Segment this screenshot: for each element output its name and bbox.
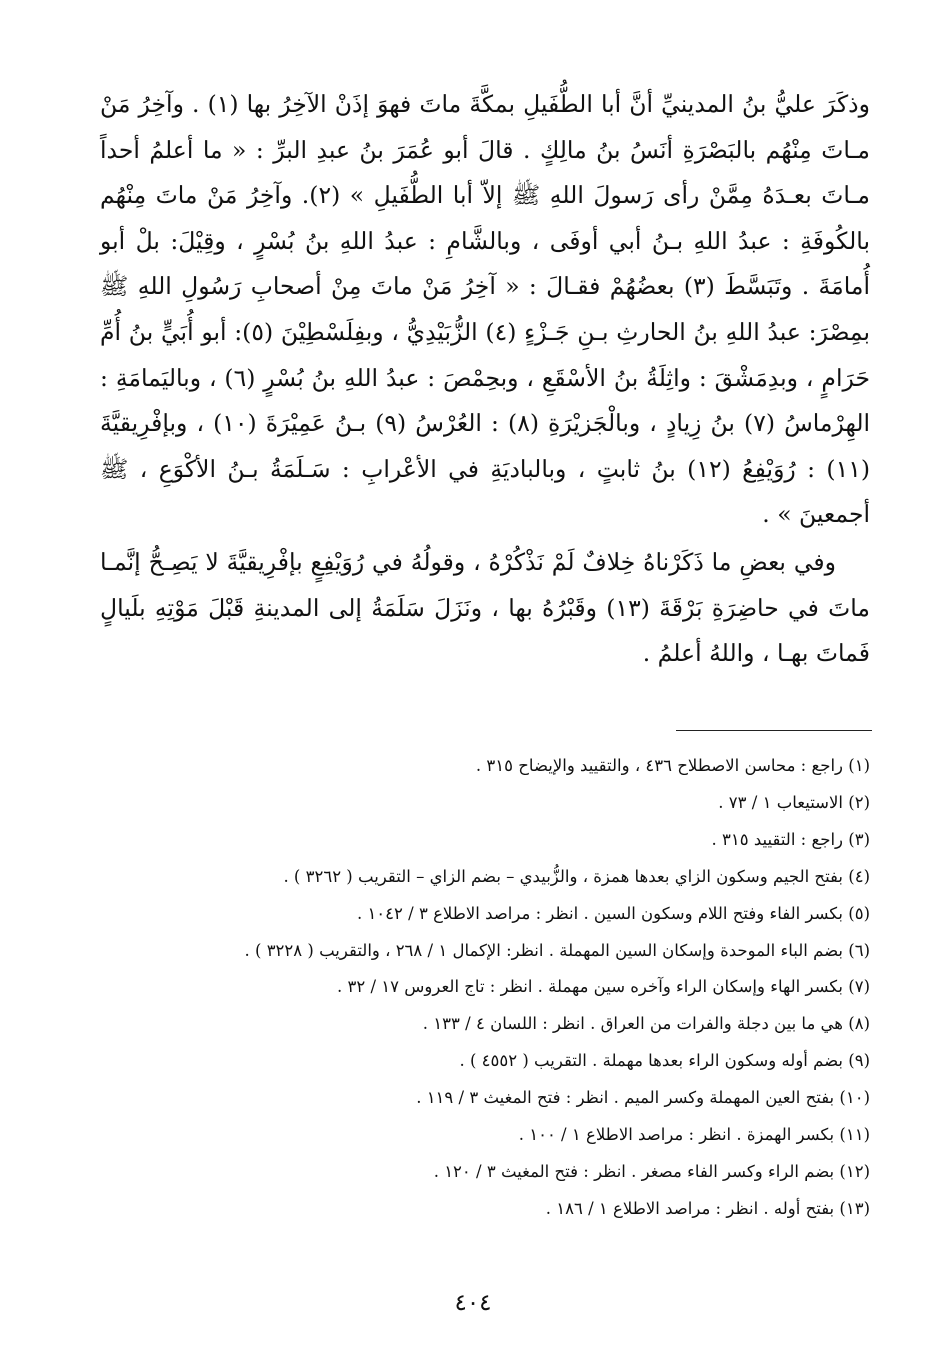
main-paragraph-1: وذكَرَ عليُّ بنُ المدينيِّ أنَّ أبا الطُّفَيلِ بمكَّةَ ماتَ فهوَ إذَنْ الآخِرُ بها (١) . وآخِرُ مَنْ مـاتَ مِنْهُم بالبَصْرَةِ أنَسُ بنُ مالِكٍ . قالَ أبو عُمَرَ بنُ عبدِ البرِّ : « ما أعلمُ أحداً مـاتَ بعـدَهُ مِمَّنْ رأى رَسولَ اللهِ ﷺ إلاّ أبا الطُّفَيلِ » (٢). وآخِرُ مَنْ ماتَ مِنْهُم بالكُوفَةِ : عبدُ اللهِ بـنُ أبي أوفَى ، وبالشَّامِ : عبدُ اللهِ بنُ بُسْرٍ ، وقِيْلَ: بلْ أبو أُمامَةَ . وتَبَسَّطَ (٣) بعضُهُمْ فقـالَ : « آخِرُ مَنْ ماتَ مِنْ أصحابِ رَسُولِ اللهِ ﷺ بمِصْرَ: عبدُ اللهِ بنُ الحارثِ بـنِ جَـزْءٍ (٤) الزُّبَيْدِيُّ ، وبفِلَسْطِيْنَ (٥): أبو أُبَيٍّ بنُ أُمِّ حَرَامٍ ، وبدِمَشْقَ : واثِلَةُ بنُ الأسْقَعِ ، وبحِمْصَ : عبدُ اللهِ بنُ بُسْرٍ (٦) ، وباليَمامَةِ : الهِرْماسُ (٧) بنُ زِيادٍ ، وبالْجَزيْرَةِ (٨) : العُرْسُ (٩) بـنُ عَمِيْرَةَ (١٠) ، وبإفْرِيقيَّةَ (١١) : رُوَيْفِعُ (١٢) بنُ ثابتٍ ، وبالباديَةِ في الأعْرابِ : سَـلَمَةُ بـنُ الأكْوَعِ ، ﷺ أجمعينَ » . (100, 90, 871, 529)
footnote-7: (٧) بكسر الهاء وإسكان الراء وآخره سين مهملة . انظر : تاج العروس ١٧ / ٣٢ . (336, 977, 870, 997)
main-text (100, 82, 870, 677)
footnote-13: (١٣) بفتح أوله . انظر : مراصد الاطلاع ١ / ١٨٦ . (545, 1198, 870, 1218)
footnote-1: (١) راجع : محاسن الاصطلاح ٤٣٦ ، والتقييد والإيضاح ٣١٥ . (475, 756, 870, 775)
footnote-10: (١٠) بفتح العين المهملة وكسر الميم . انظر : فتح المغيث ٣ / ١١٩ . (416, 1088, 870, 1108)
footnote-2: (٢) الاستيعاب ١ / ٧٣ . (718, 792, 870, 812)
page-number: ٤٠٤ (454, 1290, 492, 1316)
footnote-separator (676, 730, 872, 731)
footnote-5: (٥) بكسر الفاء وفتح اللام وسكون السين . انظر : مراصد الاطلاع ٣ / ١٠٤٢ . (356, 903, 870, 923)
footnote-9: (٩) بضم أوله وسكون الراء بعدها مهملة . التقريب ( ٤٥٥٢ ) . (459, 1051, 870, 1071)
footnote-11: (١١) بكسر الهمزة . انظر : مراصد الاطلاع ١ / ١٠٠ . (518, 1125, 870, 1145)
footnote-12: (١٢) بضم الراء وكسر الفاء مصغر . انظر : فتح المغيث ٣ / ١٢٠ . (433, 1161, 870, 1181)
footnotes (120, 748, 870, 1228)
footnote-8: (٨) هي ما بين دجلة والفرات من العراق . انظر : اللسان ٤ / ١٣٣ . (422, 1014, 870, 1034)
footnote-4: (٤) بفتح الجيم وسكون الزاي بعدها همزة ، والزُّبيدي – بضم الزاي – التقريب ( ٣٢٦٢ ) . (283, 866, 870, 886)
footnote-6: (٦) بضم الباء الموحدة وإسكان السين المهملة . انظر: الإكمال ١ / ٢٦٨ ، والتقريب ( ٣٢٢٨ ) . (244, 940, 870, 960)
footnote-3: (٣) راجع : التقييد ٣١٥ . (711, 829, 870, 849)
main-paragraph-2: وفي بعضِ ما ذَكَرْناهُ خِلافٌ لَمْ نَذْكُرْهُ ، وقولُهُ في رُوَيْفِعٍ بإفْرِيقيَّةَ لا يَصِـحُّ إنَّمـا ماتَ في حاضِرَةِ بَرْقَةَ (١٣) وقَبْرُهُ بها ، ونَزَلَ سَلَمَةُ إلى المدينةِ قَبْلَ مَوْتِهِ بلَيالٍ فَماتَ بهـا ، واللهُ أعلمُ . (100, 547, 870, 668)
